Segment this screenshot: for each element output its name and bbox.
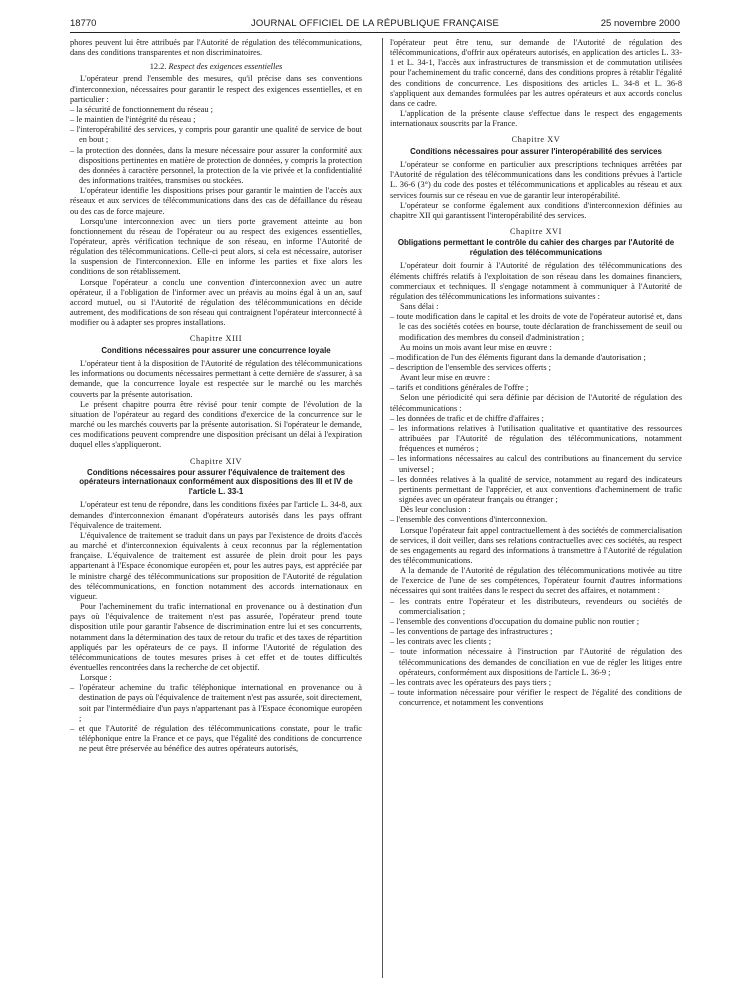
- paragraph: Dès leur conclusion :: [400, 505, 471, 515]
- paragraph: Lorsque l'opérateur a conclu une convention d'interconnexion avec un autre opérateur, il a l'obligation de l'informer avec un préavis au moins égal à un an, sauf accord mutuel, ou si l'Autorité de régulation des télécommunications en décide autrement, des modifications de son réseau qui contraignent l'opérateur interconnecté à modifier ou à adapter ses propres installations.: [70, 277, 362, 328]
- journal-title: JOURNAL OFFICIEL DE LA RÉPUBLIQUE FRANÇAISE: [250, 18, 500, 29]
- list-item: – les contrats avec les clients ;: [390, 637, 492, 647]
- paragraph: phores peuvent lui être attribués par l'Autorité de régulation des télécommunications, dans des conditions transparentes et non discriminatoires.: [70, 38, 362, 58]
- chapter-heading: Chapitre XVI: [510, 227, 562, 237]
- list-item: – la sécurité de fonctionnement du réseau ;: [70, 104, 213, 114]
- chapter-heading: Chapitre XIV: [190, 456, 242, 466]
- paragraph: L'opérateur tient à la disposition de l'Autorité de régulation des télécommunications les informations ou documents nécessaires permettant à cette dernière de s'assurer, à sa demande, que la concurrence loyale est respectée sur le marché ou les marchés couverts par la présente autorisation.: [70, 359, 362, 399]
- list-item: – toute modification dans le capital et les droits de vote de l'opérateur autorisé et, dans le cas des sociétés cotées en bourse, toute déclaration de franchissement de seuil ou modification des membres du conseil d'administration ;: [390, 312, 682, 342]
- list-item: – modification de l'un des éléments figurant dans la demande d'autorisation ;: [390, 352, 646, 362]
- paragraph: L'équivalence de traitement se traduit dans un pays par l'existence de droits d'accès au marché et d'interconnexion équivalents à ceux reconnus par la réglementation française. L'équivalence de traitement est assurée de plein droit pour les pays appartenant à l'Espace économique européen et, pour les autres pays, est appréciée par le ministre chargé des télécommunications sur proposition de l'Autorité de régulation des télécommunications, en fonction notamment des accords internationaux en vigueur.: [70, 530, 362, 601]
- paragraph: Lorsque l'opérateur fait appel contractuellement à des sociétés de commercialisation de services, il doit veiller, dans ses relations contractuelles avec ces sociétés, au respect de ses engagements au regard des informations à transmettre à l'Autorité de régulation des télécommunications.: [390, 525, 682, 565]
- paragraph: Avant leur mise en œuvre :: [400, 373, 490, 383]
- list-item: – les données relatives à la qualité de service, notamment au regard des indicateurs pertinents permettant de l'apprécier, et aux conventions d'acheminement de trafic signées avec un opérateur français ou étranger ;: [390, 474, 682, 505]
- paragraph: Le présent chapitre pourra être révisé pour tenir compte de l'évolution de la situation de l'opérateur au regard des conditions d'exercice de la concurrence sur le marché ou les marchés couverts par la présente autorisation. Si l'opérateur le demande, ces modifications peuvent comprendre une disposition précisant un délai à l'expiration duquel elles s'appliqueront.: [70, 399, 362, 450]
- list-item: – et que l'Autorité de régulation des télécommunications constate, pour le trafic téléphonique entre la France et ce pays, que l'égalité des conditions de concurrence ne peut être préservée au bénéfice des autres opérateurs autorisés,: [70, 723, 362, 754]
- list-item: – les contrats entre l'opérateur et les distributeurs, revendeurs ou sociétés de commercialisation ;: [390, 596, 682, 616]
- paragraph: Lorsqu'une interconnexion avec un tiers porte gravement atteinte au bon fonctionnement du réseau de l'opérateur ou au respect des exigences essentielles, l'opérateur, après vérification technique de son réseau, en informe l'Autorité de régulation des télécommunications. Celle-ci peut alors, si cela est nécessaire, autoriser la suspension de l'interconnexion. Elle en informe les parties et fixe alors les conditions de son rétablissement.: [70, 216, 362, 277]
- list-item: – les conventions de partage des infrastructures ;: [390, 627, 553, 637]
- section-title: Respect des exigences essentielles: [168, 62, 283, 72]
- issue-date: 25 novembre 2000: [600, 18, 680, 29]
- list-item: – l'ensemble des conventions d'occupation du domaine public non routier ;: [390, 616, 640, 626]
- list-item: – les informations nécessaires au calcul des contributions au financement du service universel ;: [390, 454, 682, 474]
- chapter-heading: Chapitre XV: [511, 135, 561, 145]
- paragraph: L'application de la présente clause s'effectue dans le respect des engagements internationaux souscrits par la France.: [390, 109, 682, 129]
- list-item: – toute information nécessaire pour vérifier le respect de l'égalité des conditions de concurrence, et notamment les conventions: [390, 688, 682, 708]
- column-separator: [382, 38, 383, 978]
- paragraph: L'opérateur se conforme en particulier aux prescriptions techniques arrêtées par l'Autorité de régulation des télécommunications dans les conditions prévues à l'article L. 36-6 (3°) du code des postes et télécommunications et applicables au réseau et aux services fournis sur ce réseau en vue de garantir leur interopérabilité.: [390, 160, 682, 200]
- chapter-title: Conditions nécessaires pour assurer l'équivalence de traitement des opérateurs internationaux conformément aux dispositions des III et IV de l'article L. 33-1: [79, 467, 353, 496]
- right-column: [390, 38, 682, 708]
- chapter-title: Conditions nécessaires pour assurer l'interopérabilité des services: [410, 146, 662, 156]
- list-item: – tarifs et conditions générales de l'offre ;: [390, 383, 529, 393]
- list-item: – description de l'ensemble des services offerts ;: [390, 363, 551, 372]
- list-item: – toute information nécessaire à l'instruction par l'Autorité de régulation des télécommunications des demandes de conciliation en vue de régler les litiges entre opérateurs, conformément aux dispositions de l'article L. 36-9 ;: [390, 647, 682, 677]
- paragraph: L'opérateur identifie les dispositions prises pour garantir le maintien de l'accès aux réseaux et aux services de télécommunications dans des cas de défaillance du réseau ou des cas de force majeure.: [70, 186, 362, 216]
- paragraph: Selon une périodicité qui sera définie par décision de l'Autorité de régulation des télécommunications :: [390, 393, 682, 413]
- chapter-title: Conditions nécessaires pour assurer une concurrence loyale: [101, 345, 331, 355]
- section-heading: [70, 62, 362, 72]
- chapter-title: Obligations permettant le contrôle du cahier des charges par l'Autorité de régulation des télécommunications: [397, 238, 675, 257]
- page-number: 18770: [70, 18, 97, 29]
- paragraph: L'opérateur se conforme également aux conditions d'interconnexion définies au chapitre XII qui garantissent l'interopérabilité des services.: [390, 200, 682, 220]
- paragraph: Lorsque :: [80, 673, 112, 683]
- list-item: – le maintien de l'intégrité du réseau ;: [70, 115, 196, 125]
- list-item: – l'ensemble des conventions d'interconnexion.: [390, 515, 548, 525]
- paragraph: L'opérateur est tenu de répondre, dans les conditions fixées par l'article L. 34-8, aux demandes d'interconnexion émanant d'opérateurs autorisés dans les pays offrant l'équivalence de traitement.: [70, 500, 362, 530]
- paragraph: A la demande de l'Autorité de régulation des télécommunications motivée au titre de l'exercice de l'une de ses compétences, l'opérateur fournit d'autres informations nécessaires qui sont traitées dans le respect du secret des affaires, et notamment :: [390, 566, 682, 596]
- list-item: – les données de trafic et de chiffre d'affaires ;: [390, 413, 544, 423]
- paragraph: L'opérateur prend l'ensemble des mesures, qu'il précise dans ses conventions d'interconnexion, nécessaires pour garantir le respect des exigences essentielles, et en particulier :: [70, 74, 362, 104]
- list-item: – la protection des données, dans la mesure nécessaire pour assurer la conformité aux dispositions pertinentes en matière de protection de données, y compris la protection des données à caractère personnel, la protection de la vie privée et la confidentialité des informations traitées, transmises ou stockées.: [70, 145, 362, 186]
- paragraph: Au moins un mois avant leur mise en œuvre :: [400, 342, 552, 352]
- paragraph: Pour l'acheminement du trafic international en provenance ou à destination d'un pays où l'équivalence de traitement n'est pas assurée, l'opérateur prend toute disposition utile pour garantir l'absence de discrimination entre lui et ses concurrents, notamment dans la détermination des taux de retour du trafic et des taxes de répartition appliqués par les opérateurs de ce pays. Il informe l'Autorité de régulation des télécommunications de toutes mesures prises à cet effet et de toutes difficultés éventuelles rencontrées dans la recherche de cet objectif.: [70, 602, 362, 672]
- list-item: – l'interopérabilité des services, y compris pour garantir une qualité de service de bout en bout ;: [70, 125, 362, 145]
- left-column: [70, 38, 362, 754]
- header-rule: [70, 32, 680, 33]
- section-number: 12.2.: [149, 62, 167, 72]
- list-item: – les contrats avec les opérateurs des pays tiers ;: [390, 677, 552, 687]
- paragraph: l'opérateur peut être tenu, sur demande de l'Autorité de régulation des télécommunications, d'offrir aux opérateurs autorisés, en application des articles L. 33-1 et L. 34-1, l'accès aux infrastructures de transmission et de commutation utilisées pour l'acheminement du trafic concerné, dans des conditions propres à rétablir l'égalité des conditions de concurrence. Les dispositions des articles L. 34-8 et L. 36-8 s'appliquent aux demandes formulées par les autres opérateurs et aux accords conclus dans ce cadre.: [390, 38, 682, 108]
- chapter-heading: Chapitre XIII: [189, 334, 243, 344]
- paragraph: L'opérateur doit fournir à l'Autorité de régulation des télécommunications des éléments chiffrés relatifs à l'exploitation de son réseau dans les domaines financiers, commerciaux et techniques. Il s'engage notamment à communiquer à l'Autorité de régulation des télécommunications les informations suivantes :: [390, 261, 682, 301]
- paragraph: Sans délai :: [400, 302, 439, 312]
- list-item: – l'opérateur achemine du trafic téléphonique international en provenance ou à destination de pays où l'équivalence de traitement n'est pas assurée, soit directement, soit par l'intermédiaire d'un pays n'appartenant pas à l'Espace économique européen ;: [70, 683, 362, 723]
- list-item: – les informations relatives à l'utilisation qualitative et quantitative des ressources attribuées par l'Autorité de régulation des télécommunications, notamment fréquences et numéros ;: [390, 423, 682, 454]
- page-header: [70, 18, 680, 32]
